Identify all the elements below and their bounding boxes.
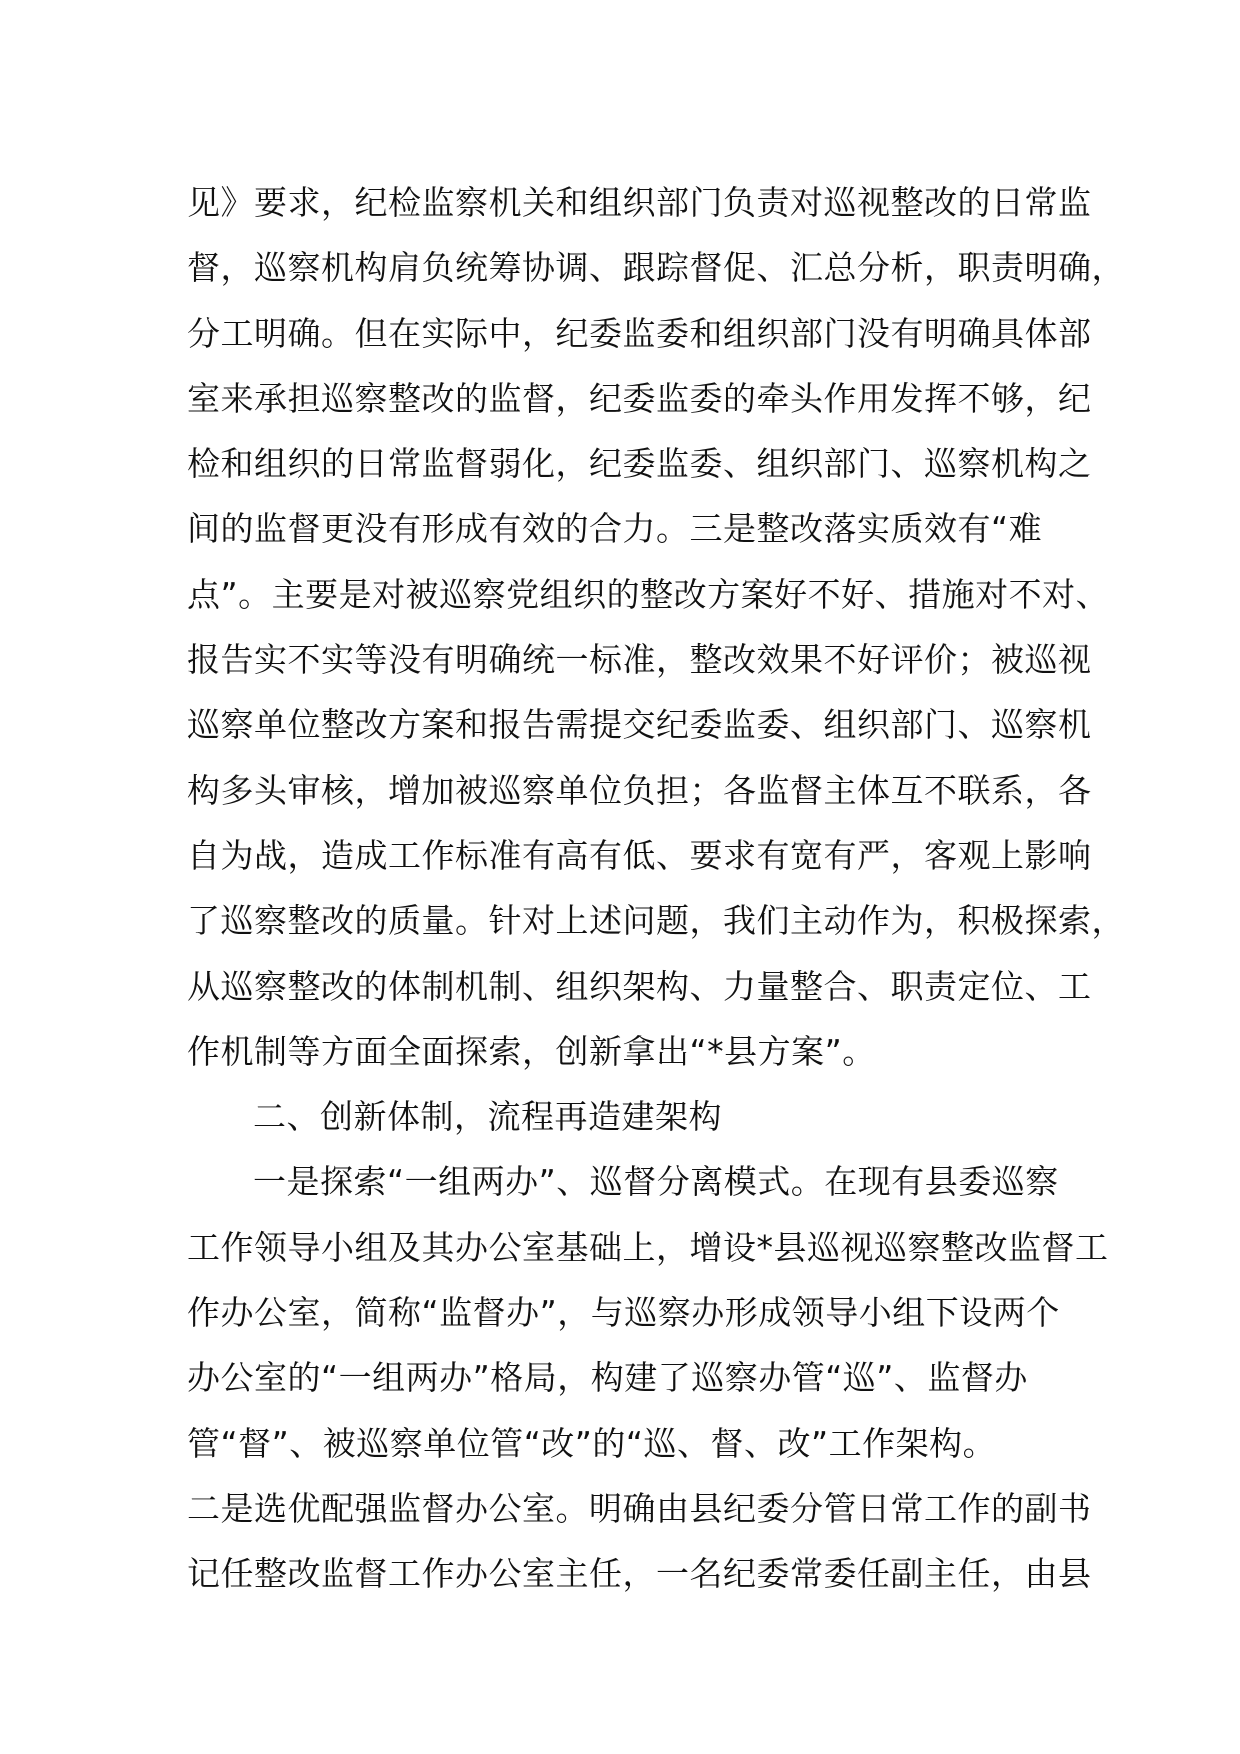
text-line: 记任整改监督工作办公室主任，一名纪委常委任副主任，由县 (187, 1554, 1092, 1594)
text-line: 巡察单位整改方案和报告需提交纪委监委、组织部门、巡察机 (187, 705, 1092, 745)
text-line: 报告实不实等没有明确统一标准，整改效果不好评价；被巡视 (187, 640, 1092, 680)
document-body (187, 170, 1125, 1607)
paragraph-first-line: 一是探索“一组两办”、巡督分离模式。在现有县委巡察 (253, 1162, 1059, 1202)
section-heading: 二、创新体制，流程再造建架构 (253, 1097, 722, 1137)
text-line: 室来承担巡察整改的监督，纪委监委的牵头作用发挥不够，纪 (187, 378, 1092, 418)
text-line: 工作领导小组及其办公室基础上，增设*县巡视巡察整改监督工 (187, 1227, 1109, 1267)
text-line: 分工明确。但在实际中，纪委监委和组织部门没有明确具体部 (187, 313, 1092, 353)
text-line: 作机制等方面全面探索，创新拿出“*县方案”。 (187, 1031, 876, 1071)
text-line: 作办公室，简称“监督办”，与巡察办形成领导小组下设两个 (187, 1293, 1060, 1333)
text-line: 构多头审核，增加被巡察单位负担；各监督主体互不联系，各 (187, 770, 1092, 810)
text-line: 办公室的“一组两办”格局，构建了巡察办管“巡”、监督办 (187, 1358, 1028, 1398)
text-line: 了巡察整改的质量。针对上述问题，我们主动作为，积极探索， (187, 901, 1125, 941)
text-line: 从巡察整改的体制机制、组织架构、力量整合、职责定位、工 (187, 966, 1092, 1006)
text-line: 点”。主要是对被巡察党组织的整改方案好不好、措施对不对、 (187, 574, 1110, 614)
text-line: 管“督”、被巡察单位管“改”的“巡、督、改”工作架构。 (187, 1423, 997, 1463)
text-line: 检和组织的日常监督弱化，纪委监委、组织部门、巡察机构之 (187, 444, 1092, 484)
text-line: 间的监督更没有形成有效的合力。三是整改落实质效有“难 (187, 509, 1043, 549)
text-line: 二是选优配强监督办公室。明确由县纪委分管日常工作的副书 (187, 1488, 1092, 1528)
text-line: 自为战，造成工作标准有高有低、要求有宽有严，客观上影响 (187, 835, 1092, 875)
text-line: 督，巡察机构肩负统筹协调、跟踪督促、汇总分析，职责明确， (187, 248, 1125, 288)
text-line: 见》要求，纪检监察机关和组织部门负责对巡视整改的日常监 (187, 183, 1092, 222)
